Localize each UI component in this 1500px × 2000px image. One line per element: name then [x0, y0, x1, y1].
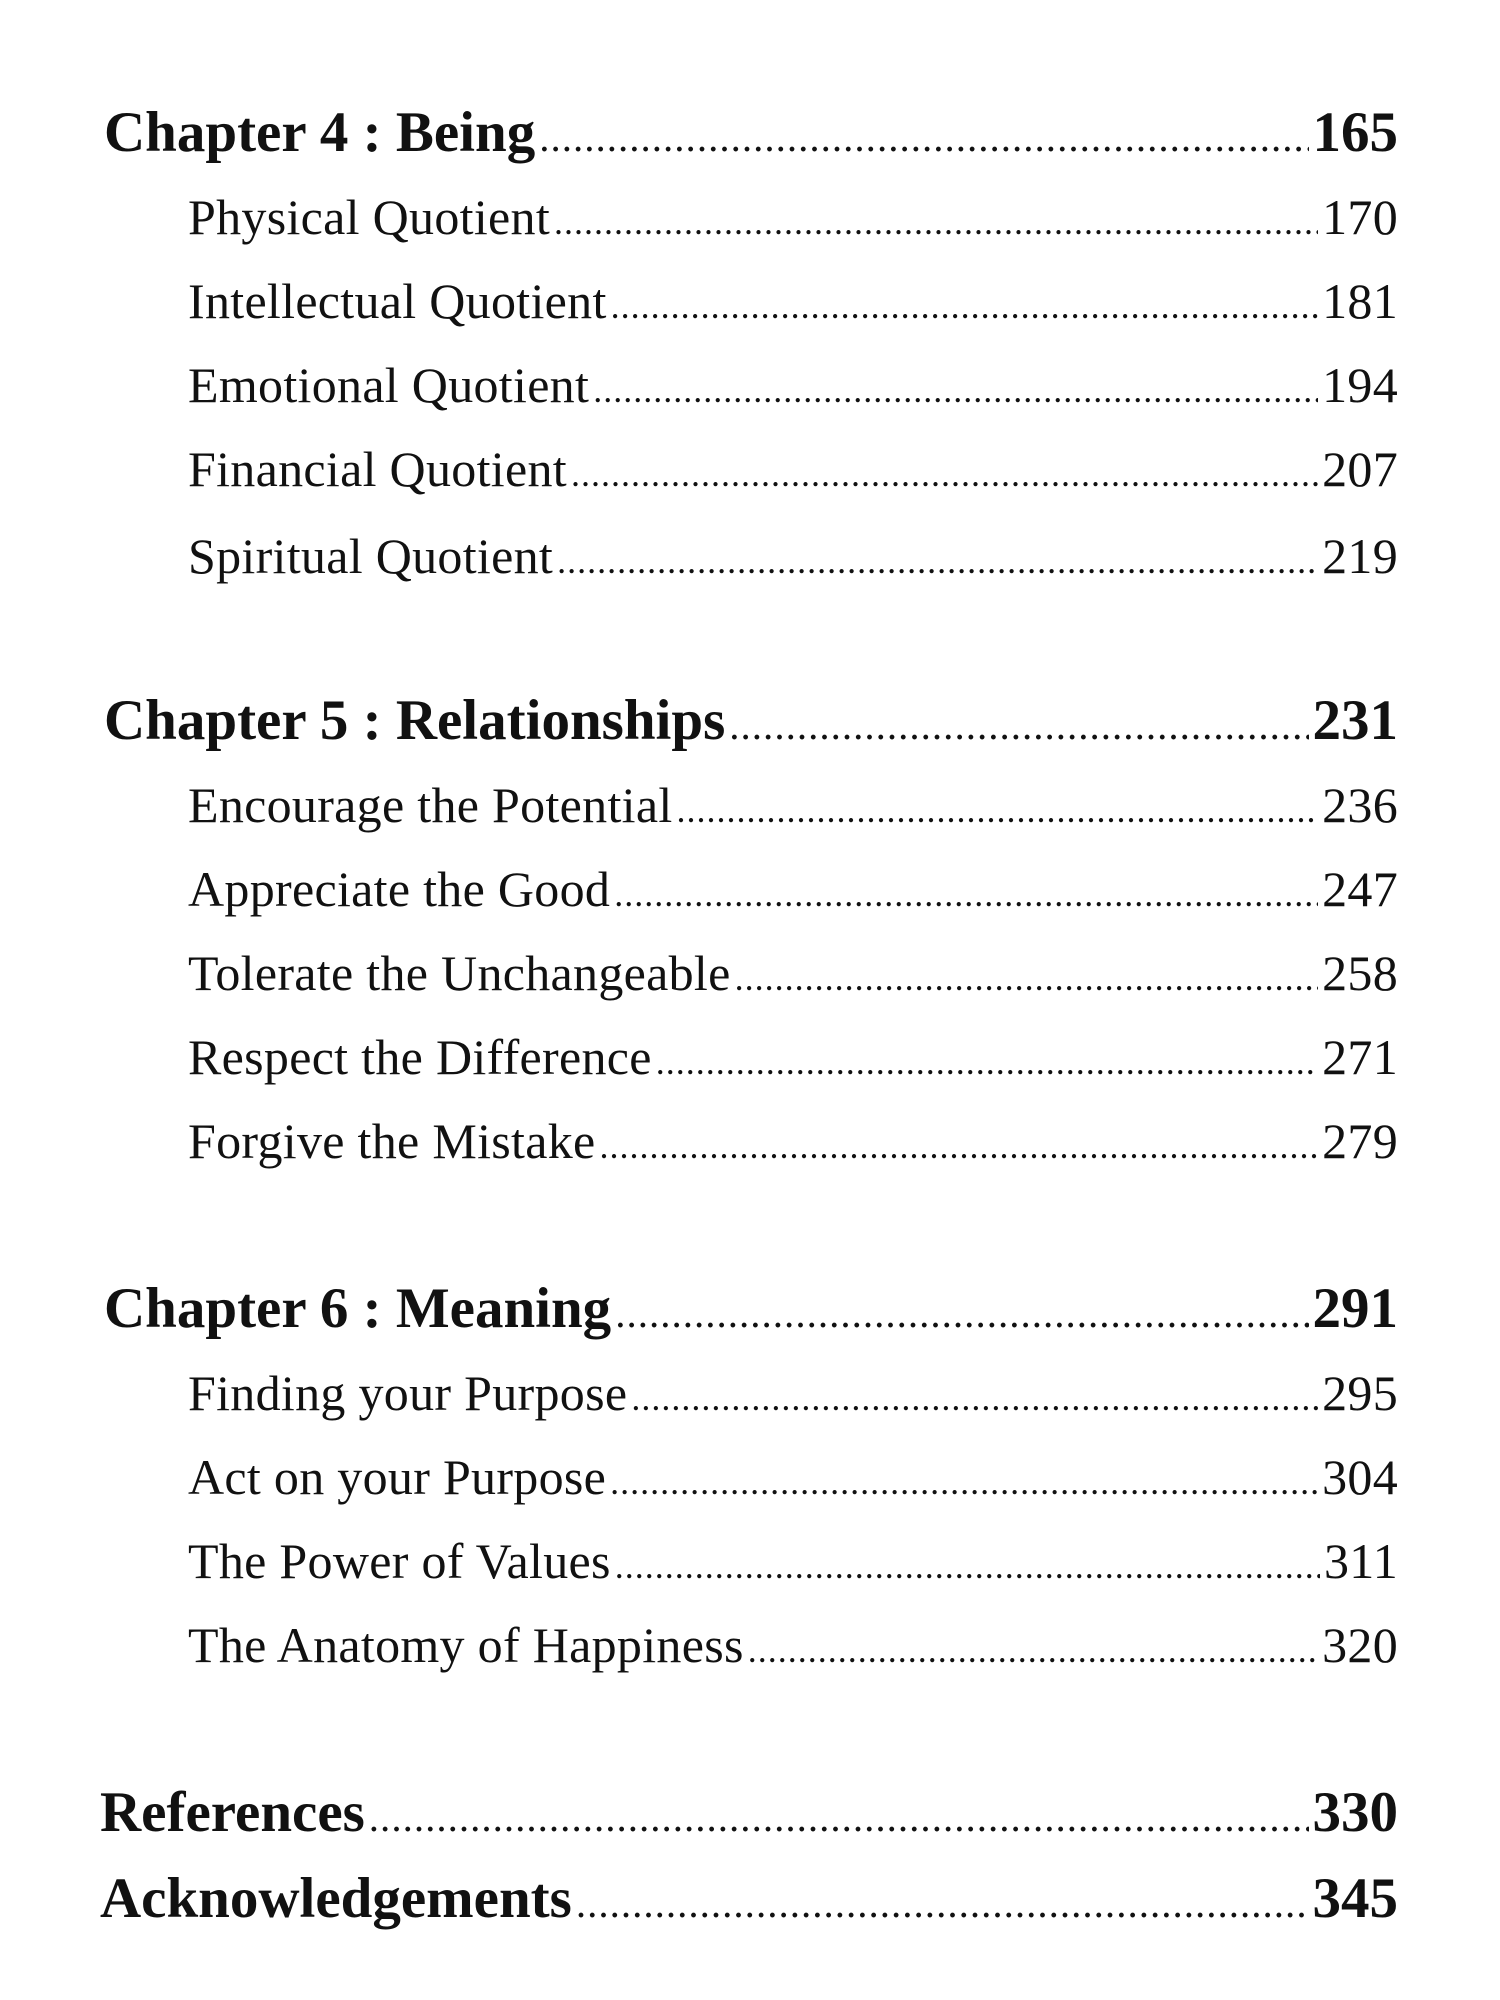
page-number: 165 [1312, 101, 1398, 164]
page-number: 291 [1312, 1277, 1398, 1340]
dot-leader [539, 113, 1308, 161]
section-title: Forgive the Mistake [188, 1113, 596, 1169]
toc-entry[interactable] [188, 356, 1398, 414]
acknowledgements-title: Acknowledgements [100, 1867, 572, 1930]
section-title: Tolerate the Unchangeable [188, 945, 731, 1001]
dot-leader [729, 701, 1308, 749]
chapter-title: Chapter 4 : Being [104, 101, 536, 164]
toc-entry[interactable] [188, 1616, 1398, 1674]
toc-references[interactable] [100, 1780, 1398, 1845]
chapter-title: Chapter 5 : Relationships [104, 689, 726, 752]
toc-entry[interactable] [188, 944, 1398, 1002]
section-title: The Anatomy of Happiness [188, 1617, 744, 1673]
page-number: 271 [1322, 1029, 1398, 1085]
references-title: References [100, 1781, 365, 1844]
page-number: 181 [1322, 273, 1398, 329]
toc-entry[interactable] [188, 527, 1398, 585]
dot-leader [615, 1545, 1320, 1587]
dot-leader [571, 453, 1318, 495]
page-number: 236 [1322, 777, 1398, 833]
dot-leader [600, 1125, 1319, 1167]
section-title: Act on your Purpose [188, 1449, 607, 1505]
dot-leader [631, 1377, 1318, 1419]
dot-leader [554, 201, 1318, 243]
page-number: 231 [1312, 689, 1398, 752]
section-title: Finding your Purpose [188, 1365, 628, 1421]
page-number: 258 [1322, 945, 1398, 1001]
dot-leader [610, 1461, 1318, 1503]
dot-leader [748, 1629, 1318, 1671]
toc-entry[interactable] [188, 1448, 1398, 1506]
dot-leader [677, 789, 1319, 831]
dot-leader [656, 1041, 1318, 1083]
toc-chapter-5[interactable] [104, 688, 1398, 753]
section-title: Respect the Difference [188, 1029, 652, 1085]
section-title: Physical Quotient [188, 189, 551, 245]
page-number: 345 [1312, 1867, 1398, 1930]
toc-chapter-6[interactable] [104, 1276, 1398, 1341]
toc-entry[interactable] [188, 860, 1398, 918]
dot-leader [593, 369, 1318, 411]
page-number: 330 [1312, 1781, 1398, 1844]
toc-entry[interactable] [188, 272, 1398, 330]
page-number: 311 [1323, 1533, 1398, 1589]
dot-leader [735, 957, 1318, 999]
page-number: 279 [1322, 1113, 1398, 1169]
page-number: 295 [1322, 1365, 1398, 1421]
toc-entry[interactable] [188, 1028, 1398, 1086]
dot-leader [369, 1793, 1309, 1841]
toc-entry[interactable] [188, 776, 1398, 834]
section-title: Encourage the Potential [188, 777, 673, 833]
toc-acknowledgements[interactable] [100, 1866, 1398, 1931]
page-number: 207 [1322, 441, 1398, 497]
section-title: Appreciate the Good [188, 861, 611, 917]
page-number: 320 [1322, 1617, 1398, 1673]
toc-entry[interactable] [188, 1532, 1398, 1590]
toc-entry[interactable] [188, 1364, 1398, 1422]
section-title: Intellectual Quotient [188, 273, 607, 329]
section-title: The Power of Values [188, 1533, 611, 1589]
dot-leader [611, 285, 1318, 327]
page-number: 194 [1322, 357, 1398, 413]
section-title: Emotional Quotient [188, 357, 590, 413]
toc-entry[interactable] [188, 440, 1398, 498]
toc-entry[interactable] [188, 1112, 1398, 1170]
toc-chapter-4[interactable] [104, 100, 1398, 165]
page-number: 170 [1322, 189, 1398, 245]
dot-leader [614, 873, 1318, 915]
toc-entry[interactable] [188, 188, 1398, 246]
page-number: 219 [1322, 528, 1398, 584]
section-title: Financial Quotient [188, 441, 567, 497]
chapter-title: Chapter 6 : Meaning [104, 1277, 612, 1340]
dot-leader [557, 540, 1318, 582]
page-number: 247 [1322, 861, 1398, 917]
page-number: 304 [1322, 1449, 1398, 1505]
dot-leader [576, 1879, 1309, 1927]
section-title: Spiritual Quotient [188, 528, 554, 584]
dot-leader [615, 1289, 1308, 1337]
